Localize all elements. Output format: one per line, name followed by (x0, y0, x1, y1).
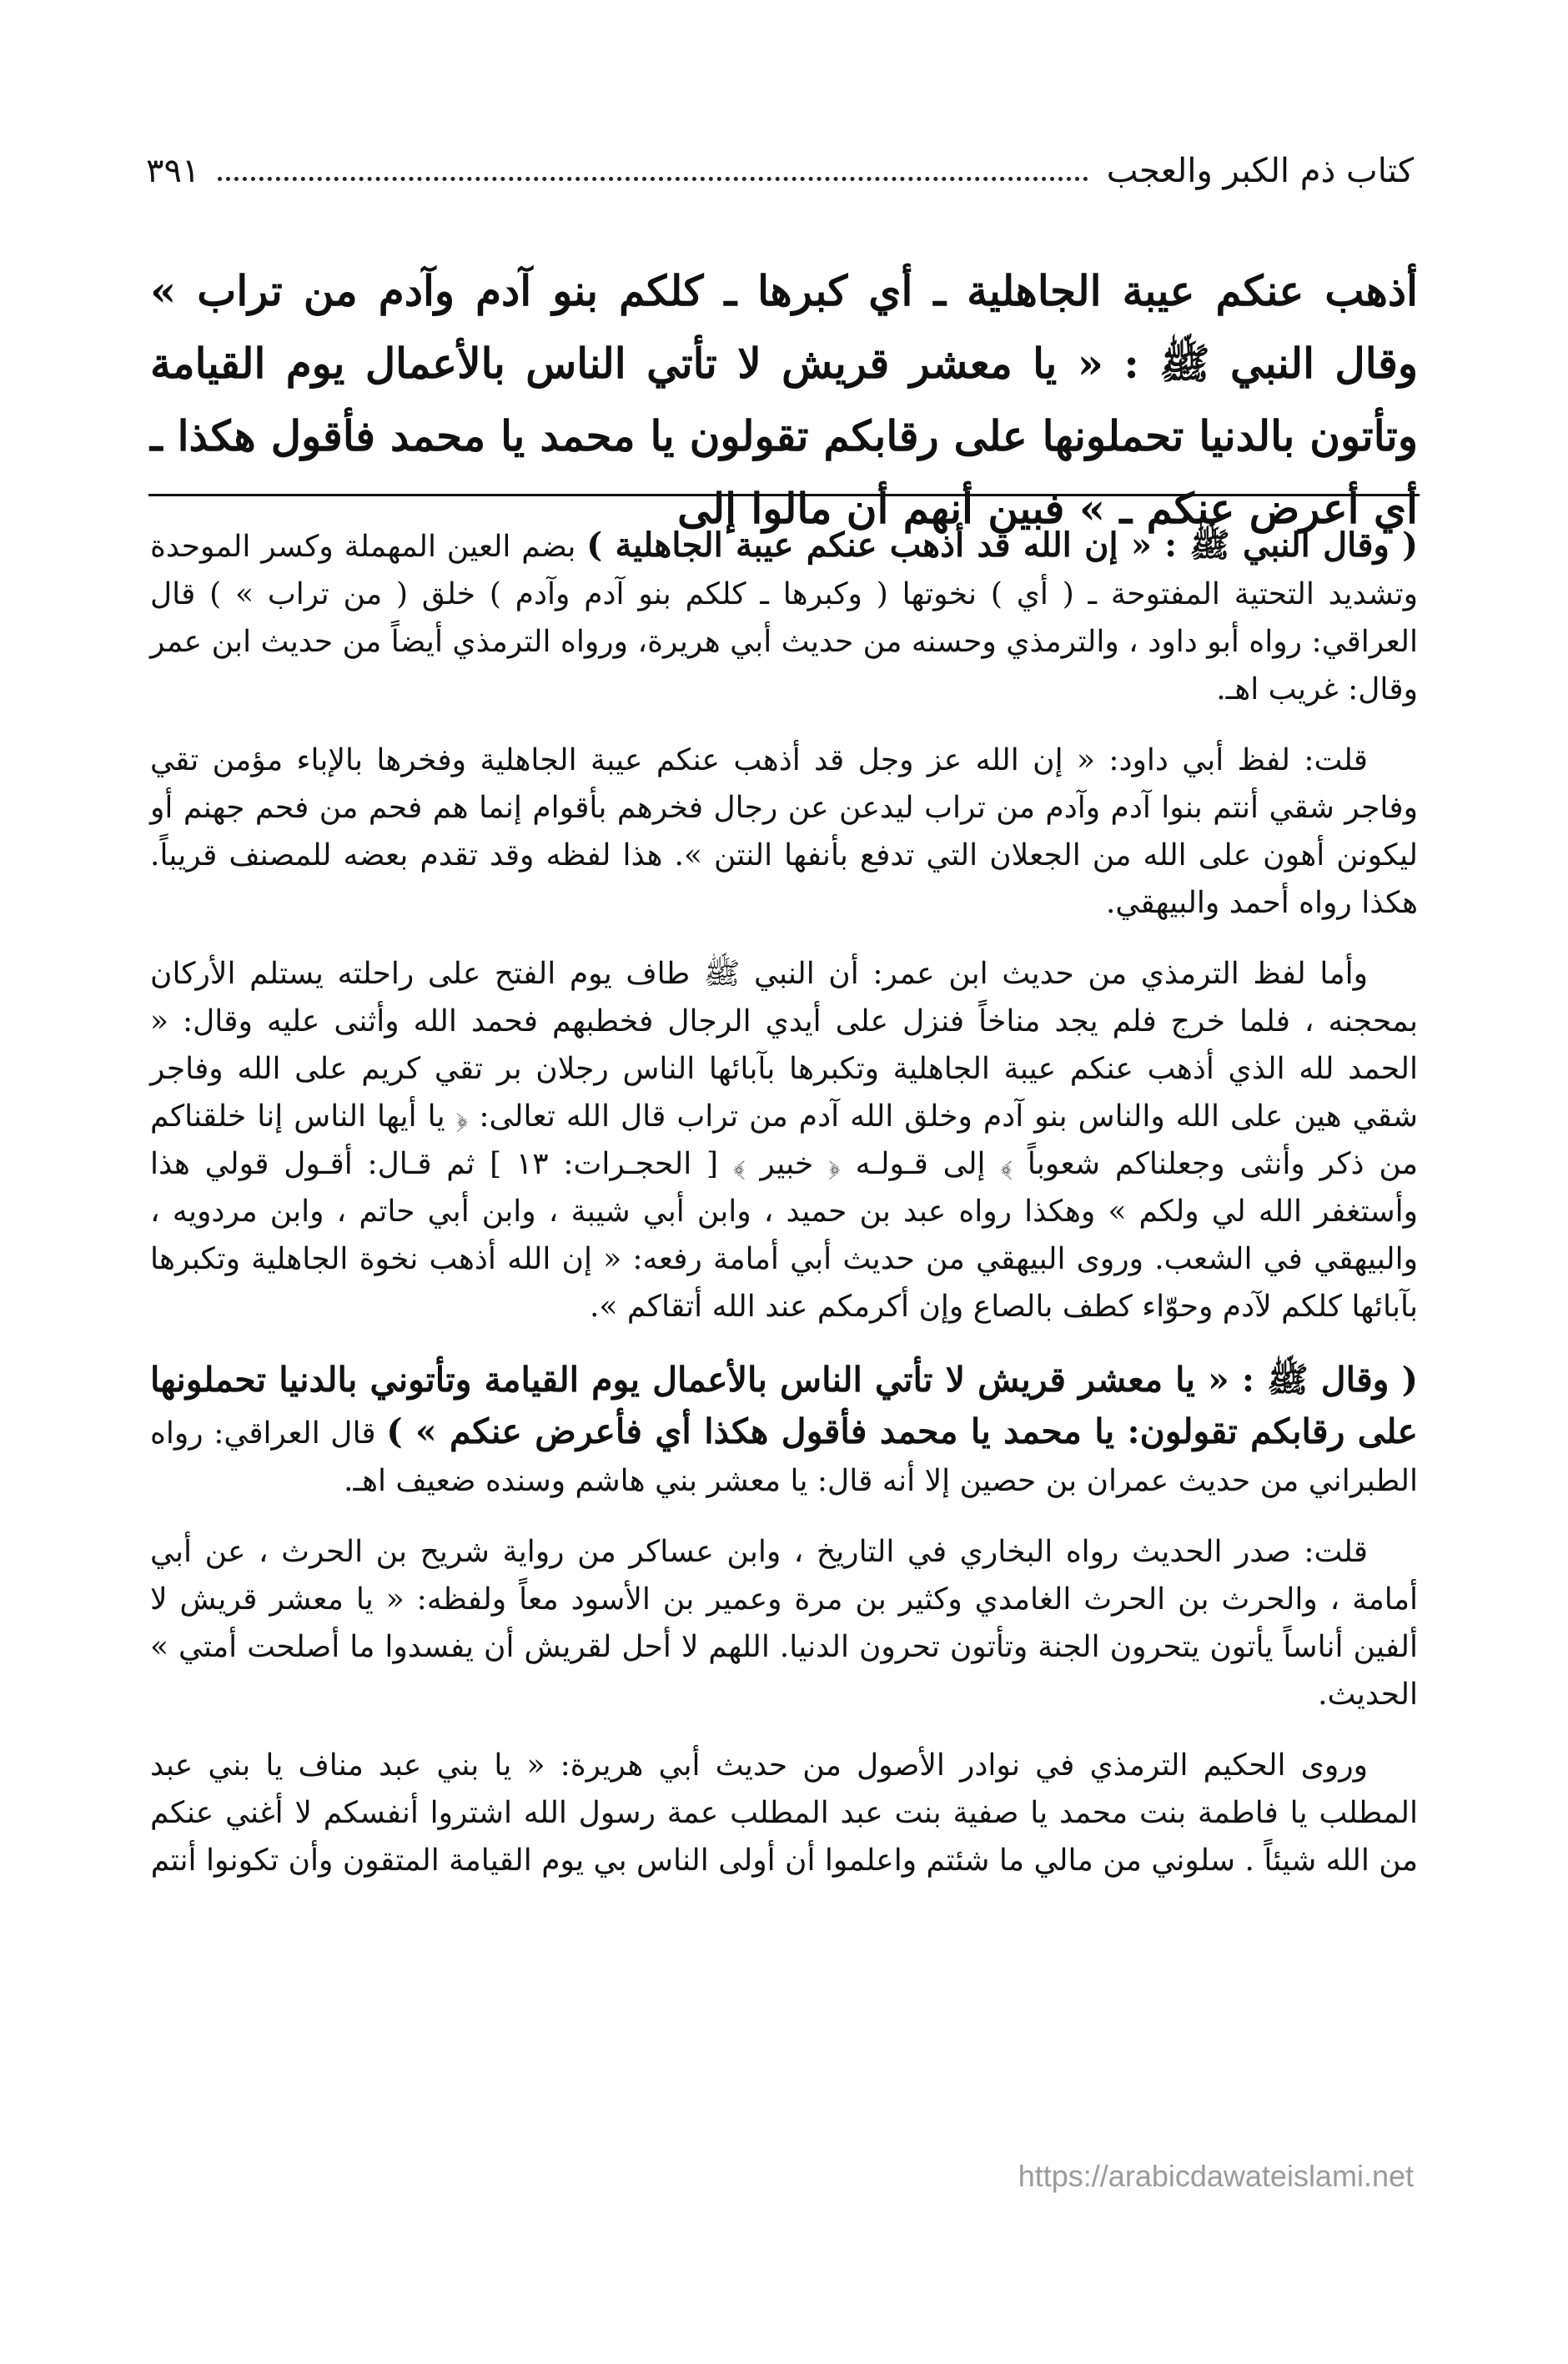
commentary-paragraph: وأما لفظ الترمذي من حديث ابن عمر: أن النبي ﷺ طاف يوم الفتح على راحلته يستلم الأركان بمحجنه ، فلما خرج فلم يجد مناخاً فنزل على أيدي الرجال فخطبهم فحمد الله وأثنى عليه وقال: « الحمد لله الذي أذهب عنكم عيبة الجاهلية وتكبرها بآبائها الناس رجلان بر تقي كريم على الله وفاجر شقي هين على الله والناس بنو آدم وخلق الله آدم من تراب قال الله تعالى: ﴿ يا أيها الناس إنا خلقناكم من ذكر وأنثى وجعلناكم شعوباً ﴾ إلى قـولـه ﴿ خبير ﴾ [ الحجـرات: ١٣ ] ثم قـال: أقـول قولي هذا وأستغفر الله لي ولكم » وهكذا رواه عبد بن حميد ، وابن أبي شيبة ، وابن أبي حاتم ، وابن مردويه ، والبيهقي في الشعب. وروى البيهقي من حديث أبي أمامة رفعه: « إن الله أذهب نخوة الجاهلية وتكبرها بآبائها كلكم لآدم وحوّاء كطف بالصاع وإن أكرمكم عند الله أتقاكم ». (150, 957, 1419, 1324)
commentary-paragraph (150, 1354, 1418, 1505)
footnote-divider (148, 494, 1420, 496)
chapter-title: كتاب ذم الكبر والعجب (1106, 152, 1414, 190)
quoted-text-lead: ( وقال ﷺ : « يا معشر قريش لا تأتي الناس بالأعمال يوم القيامة وتأتوني بالدنيا تحملونها على رقابكم تقولون: يا محمد يا محمد فأقول هكذا أي فأعرض عنكم » ) (150, 1360, 1419, 1451)
watermark-url: https://arabicdawateislami.net (1018, 2159, 1414, 2193)
commentary-paragraph: قلت: صدر الحديث رواه البخاري في التاريخ ، وابن عساكر من رواية شريح بن الحرث ، عن أبي أمامة ، والحرث بن الحرث الغامدي وكثير بن مرة وعمير بن الأسود معاً ولفظه: « يا معشر قريش لا ألفين أناساً يأتون يتحرون الجنة وتأتون تحرون الدنيا. اللهم لا أحل لقريش أن يفسدوا ما أصلحت أمتي » الحديث. (150, 1535, 1418, 1712)
page-number: ٣٩١ (146, 152, 200, 190)
commentary-paragraph: وروى الحكيم الترمذي في نوادر الأصول من حديث أبي هريرة: « يا بني عبد مناف يا بني عبد المطلب يا فاطمة بنت محمد يا صفية بنت عبد المطلب عمة رسول الله اشتروا أنفسكم لا أغني عنكم من الله شيئاً . سلوني من مالي ما شئتم واعلموا أن أولى الناس بي يوم القيامة المتقون وأن تكونوا أنتم (150, 1748, 1418, 1878)
commentary-paragraph (150, 521, 1418, 713)
main-text: أذهب عنكم عيبة الجاهلية ـ أي كبرها ـ كلكم بنو آدم وآدم من تراب » وقال النبي ﷺ : « يا معشر قريش لا تأتي الناس بالأعمال يوم القيامة وتأتون بالدنيا تحملونها على رقابكم تقولون يا محمد يا محمد فأقول هكذا ـ أي أعرض عنكم ـ » فبين أنهم أن مالوا إلى (150, 266, 1418, 533)
commentary-body: قال العراقي: رواه الطبراني من حديث عمران بن حصين إلا أنه قال: يا معشر بني هاشم وسنده ضعيف اهـ. (150, 1416, 1418, 1498)
quoted-text-lead: ( وقال النبي ﷺ : « إن الله قد أذهب عنكم عيبة الجاهلية ) (586, 526, 1419, 565)
commentary-body: بضم العين المهملة وكسر الموحدة وتشديد التحتية المفتوحة ـ ( أي ) نخوتها ( وكبرها ـ كلكم بنو آدم وآدم ) خلق ( من تراب » ) قال العراقي: رواه أبو داود ، والترمذي وحسنه من حديث أبي هريرة، ورواه الترمذي أيضاً من حديث ابن عمر وقال: غريب اهـ. (150, 530, 1418, 707)
commentary-paragraph: قلت: لفظ أبي داود: « إن الله عز وجل قد أذهب عنكم عيبة الجاهلية وفخرها بالإباء مؤمن تقي وفاجر شقي أنتم بنوا آدم وآدم من تراب ليدعن عن رجال فخرهم بأقوام إنما هم فحم من فحم جهنم أو ليكونن أهون على الله من الجعلان التي تدفع بأنفها النتن ». هذا لفظه وقد تقدم بعضه للمصنف قريباً. هكذا رواه أحمد والبيهقي. (150, 743, 1418, 920)
leader-dots (218, 177, 1088, 181)
running-header (146, 142, 1414, 200)
commentary (150, 521, 1418, 1908)
